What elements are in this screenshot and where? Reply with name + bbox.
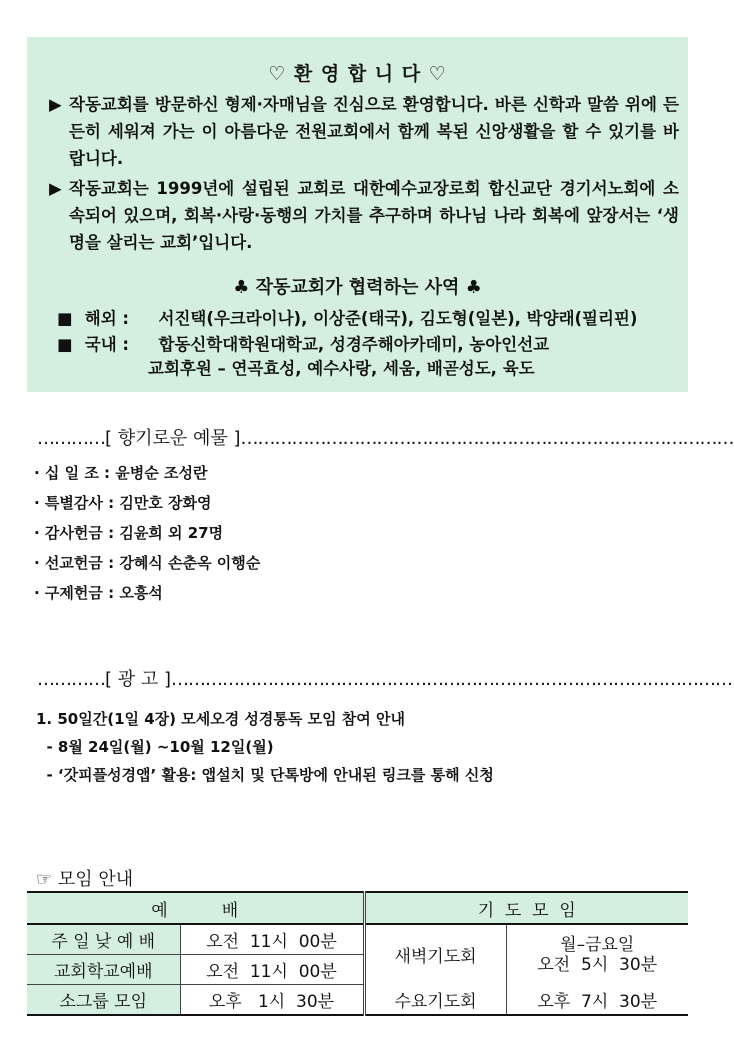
worship-header: 예 배 xyxy=(27,892,364,924)
meeting-title: ☞ 모임 안내 xyxy=(36,869,134,890)
mission-title: ♣ 작동교회가 협력하는 사역 ♣ xyxy=(233,277,482,298)
domestic-text: 합동신학대학원대학교, 성경주해아카데미, 농아인선교 xyxy=(158,335,550,354)
domestic-text-2: 교회후원 – 연곡효성, 예수사랑, 세움, 배곧성도, 육도 xyxy=(148,359,535,378)
worship-label: 주 일 낮 예 배 xyxy=(27,924,180,955)
offering-item: · 십 일 조 : 윤병순 조성란 xyxy=(34,464,208,482)
offering-item: · 구제헌금 : 오흥석 xyxy=(34,584,163,602)
welcome-paragraph-1 xyxy=(49,91,679,172)
square-bullet-icon: ■ xyxy=(57,335,73,354)
leader-dots: ………… xyxy=(37,669,105,690)
welcome-title: ♡ 환 영 합 니 다 ♡ xyxy=(268,63,447,85)
worship-time: 오후 1시 30분 xyxy=(180,985,364,1016)
worship-time: 오전 11시 00분 xyxy=(180,924,364,955)
offering-item: · 감사헌금 : 김윤희 외 27명 xyxy=(34,524,224,542)
prayer-time xyxy=(506,924,688,985)
welcome-paragraph-2 xyxy=(49,175,679,256)
overseas-text: 서진택(우크라이나), 이상준(태국), 김도형(일본), 박양래(필리핀) xyxy=(158,309,638,328)
prayer-header: 기 도 모 임 xyxy=(364,892,688,924)
mission-overseas xyxy=(57,307,637,331)
welcome-text-2: 작동교회는 1999년에 설립된 교회로 대한예수교장로회 합신교단 경기서노회에 소속되어 있으며, 회복·사랑·동행의 가치를 추구하며 하나님 나라 회복에 앞장서는 ‘생명을 살리는 교회’입니다. xyxy=(69,179,679,252)
worship-label: 교회학교예배 xyxy=(27,955,180,985)
leader-dots: ………… xyxy=(37,428,105,449)
mission-domestic xyxy=(57,333,549,357)
prayer-time: 오후 7시 30분 xyxy=(506,985,688,1016)
welcome-box xyxy=(27,37,688,392)
worship-time: 오전 11시 00분 xyxy=(180,955,364,985)
leader-dots: …………………………………………………………………………… xyxy=(240,428,734,449)
worship-label: 소그룹 모임 xyxy=(27,985,180,1016)
arrow-icon: ▶ xyxy=(49,95,62,114)
offering-item: · 선교헌금 : 강혜식 손춘옥 이행순 xyxy=(34,554,261,572)
welcome-text-1: 작동교회를 방문하신 형제·자매님을 진심으로 환영합니다. 바른 신학과 말씀 위에 든든히 세워져 가는 이 아름다운 전원교회에서 함께 복된 신앙생활을 할 수 있기를 바랍니다. xyxy=(69,95,679,168)
leader-dots: ……………………………………………………………………………………… xyxy=(171,669,732,690)
prayer-label: 수요기도회 xyxy=(364,985,506,1016)
notice-line: - ‘갓피플성경앱’ 활용: 앱설치 및 단톡방에 안내된 링크를 통해 신청 xyxy=(36,766,494,784)
offering-item: · 특별감사 : 김만호 장화영 xyxy=(34,494,212,512)
notice-header xyxy=(37,665,732,691)
overseas-label: 해외 : xyxy=(84,309,129,328)
notice-title: [ 광 고 ] xyxy=(105,669,171,690)
domestic-label: 국내 : xyxy=(84,335,129,354)
prayer-days: 월–금요일 xyxy=(560,934,635,955)
prayer-label: 새벽기도회 xyxy=(364,924,506,985)
notice-line: - 8월 24일(월) ~10월 12일(월) xyxy=(36,738,274,756)
notice-line: 1. 50일간(1일 4장) 모세오경 성경통독 모임 참여 안내 xyxy=(36,710,405,728)
offering-title: [ 향기로운 예물 ] xyxy=(105,428,241,449)
square-bullet-icon: ■ xyxy=(57,309,73,328)
prayer-hours: 오전 5시 30분 xyxy=(537,954,658,975)
meeting-table xyxy=(27,891,688,1016)
offering-header xyxy=(37,424,734,450)
arrow-icon: ▶ xyxy=(49,179,62,198)
